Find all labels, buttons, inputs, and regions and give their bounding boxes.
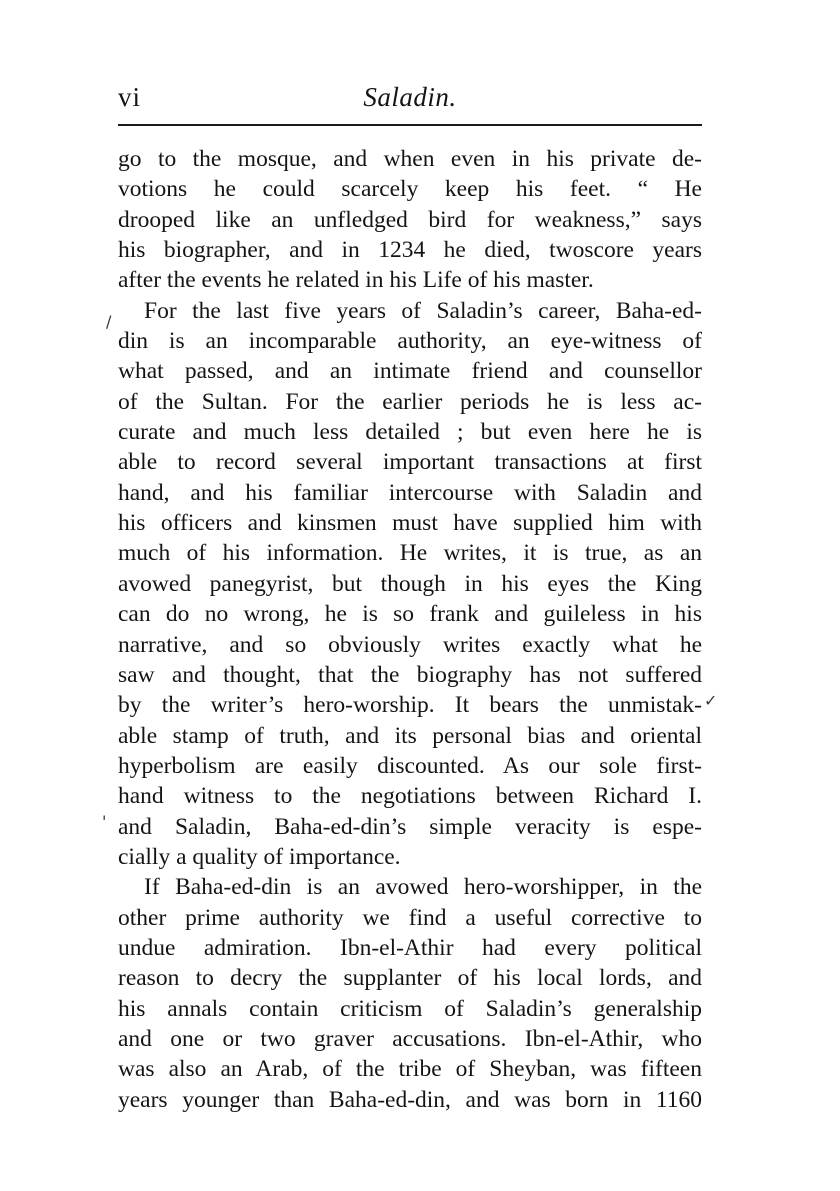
text-line: able to record several important transactions at first [118,449,702,476]
text-line: cially a quality of importance. [118,843,401,870]
text-line: votions he could scarcely keep his feet. “ He [118,176,702,203]
text-line: of the Sultan. For the earlier periods he is less ac- [118,388,702,415]
text-line: his biographer, and in 1234 he died, twoscore years [118,237,702,264]
text-line: curate and much less detailed ; but even here he is [118,419,702,446]
text-line: was also an Arab, of the tribe of Sheyban, was fifteen [118,1056,702,1083]
text-line: hand witness to the negotiations between Richard I. [118,783,702,810]
text-line: avowed panegyrist, but though in his eyes the King [118,570,702,597]
text-line: reason to decry the supplanter of his local lords, and [118,965,702,992]
text-line: drooped like an unfledged bird for weakness,” says [118,206,702,233]
text-line: go to the mosque, and when even in his private de- [118,146,702,172]
margin-check-mark: ✓ [704,691,718,710]
paragraph-start-line: If Baha-ed-din is an avowed hero-worshipper, in the [144,874,702,901]
text-line: and one or two graver accusations. Ibn-el-Athir, who [118,1025,702,1052]
page-number: vi [118,82,142,112]
text-line: hyperbolism are easily discounted. As our sole first- [118,752,702,779]
paragraph-start-line: For the last five years of Saladin’s career, Baha-ed- [144,297,702,324]
running-head [118,82,702,118]
text-line: after the events he related in his Life of his master. [118,267,594,294]
text-line: what passed, and an intimate friend and counsellor [118,358,702,385]
margin-tick-mark: / [106,312,112,331]
text-line: other prime authority we find a useful corrective to [118,904,702,931]
text-line: saw and thought, that the biography has not suffered [118,661,702,688]
text-line: and Saladin, Baha-ed-din’s simple veracity is espe- [118,813,702,840]
body-text [118,144,702,1115]
margin-dot-mark: ' [102,812,107,831]
text-line: his annals contain criticism of Saladin’s generalship [118,995,702,1022]
text-line: much of his information. He writes, it is true, as an [118,540,702,567]
text-line: hand, and his familiar intercourse with Saladin and [118,479,702,506]
text-line: years younger than Baha-ed-din, and was born in 1160 [118,1086,702,1113]
text-line: narrative, and so obviously writes exactly what he [118,631,702,658]
text-line: by the writer’s hero-worship. It bears the unmistak- [118,692,702,719]
header-rule [118,124,702,126]
running-title: Saladin. [363,82,457,112]
text-line: undue admiration. Ibn-el-Athir had every political [118,934,702,961]
text-line: able stamp of truth, and its personal bias and oriental [118,722,702,749]
text-line: his officers and kinsmen must have supplied him with [118,510,702,537]
text-line: din is an incomparable authority, an eye-witness of [118,328,702,355]
text-line: can do no wrong, he is so frank and guileless in his [118,601,702,628]
